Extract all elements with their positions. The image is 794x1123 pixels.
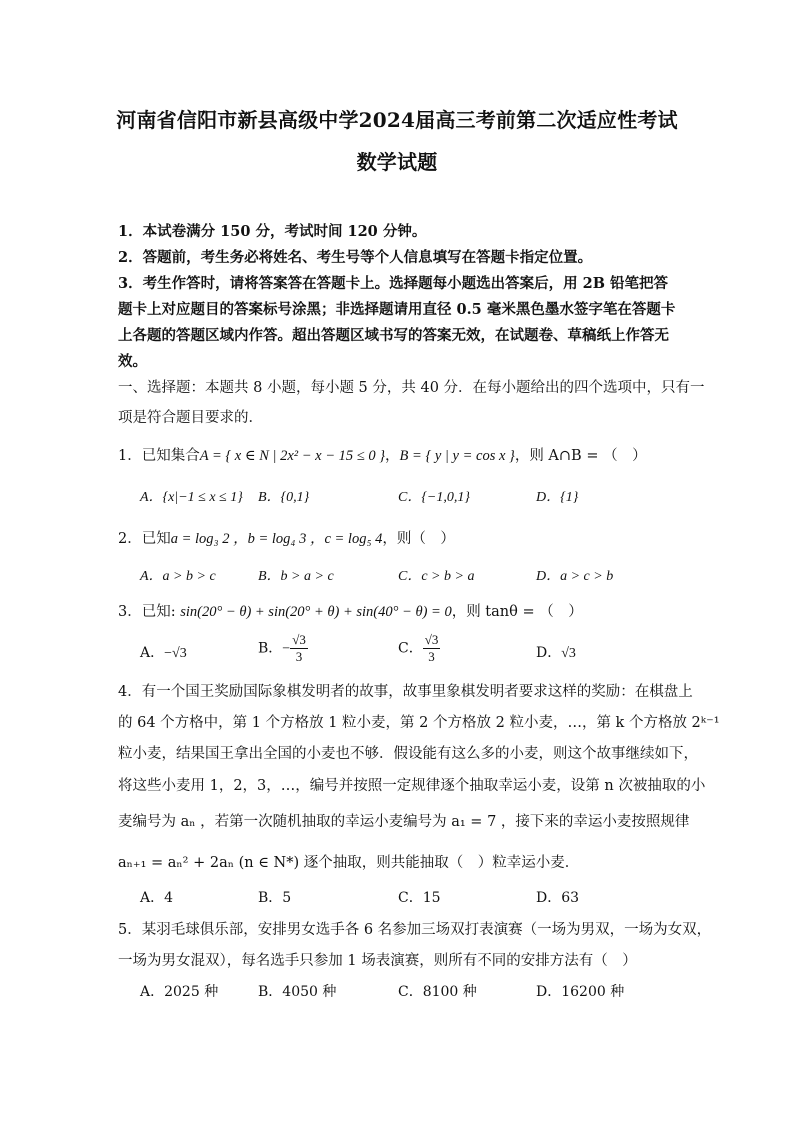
q5-option-c[interactable]: C．8100 种: [398, 984, 477, 1000]
q5-line-1: 5．某羽毛球俱乐部，安排男女选手各 6 名参加三场双打表演赛（一场为男双，一场为女双，: [118, 922, 712, 938]
q1-suffix: ，则 A∩B = （ ）: [514, 448, 647, 464]
q2-expr: a = log₃ 2 ，b = log₄ 3 ，c = log₅ 4: [170, 531, 383, 547]
q5-option-a[interactable]: A．2025 种: [140, 984, 219, 1000]
q3-prefix: 3．已知:: [118, 604, 176, 620]
q3-option-d-label: D．: [536, 645, 562, 661]
q1-option-b[interactable]: B．{0,1}: [258, 490, 310, 505]
q4-line-6: aₙ₊₁ = aₙ² + 2aₙ (n ∈ N*) 逐个抽取，则共能抽取（ ）粒幸运小麦．: [118, 855, 580, 871]
q1-set-a: A = { x ∈ N | 2x² − x − 15 ≤ 0 }: [199, 448, 386, 464]
q3-option-b-label: B．: [258, 640, 283, 657]
q3-option-c-fraction: [423, 632, 441, 665]
question-2: [118, 527, 683, 548]
q3-option-b-numerator: √3: [292, 632, 306, 647]
section-heading-line1: 一、选择题：本题共 8 小题，每小题 5 分，共 40 分．在每小题给出的四个选项中，只有一: [118, 380, 705, 396]
q1-option-a[interactable]: A．{x|−1 ≤ x ≤ 1}: [140, 490, 243, 505]
q2-option-a[interactable]: A．a > b > c: [140, 569, 216, 584]
notice-2: 2．答题前，考生务必将姓名、考生号等个人信息填写在答题卡指定位置。: [118, 249, 593, 266]
notice-1: 1．本试卷满分 150 分，考试时间 120 分钟。: [118, 223, 427, 240]
q5-line-2: 一场为男女混双），每名选手只参加 1 场表演赛，则所有不同的安排方法有（ ）: [118, 953, 637, 969]
q4-option-d[interactable]: D．63: [536, 890, 580, 906]
q4-line-5: 麦编号为 aₙ ，若第一次随机抽取的幸运小麦编号为 a₁ = 7 ，接下来的幸运小麦按照规律: [118, 814, 690, 830]
q4-line-2: 的 64 个方格中，第 1 个方格放 1 粒小麦，第 2 个方格放 2 粒小麦，…，第 k 个方格放 2ᵏ⁻¹: [118, 715, 720, 731]
q3-option-b-fraction: [290, 632, 308, 665]
q4-line-4: 将这些小麦用 1，2，3，…，编号并按照一定规律逐个抽取幸运小麦，设第 n 次被抽取的小: [118, 778, 706, 794]
q2-option-d[interactable]: D．a > c > b: [536, 569, 614, 584]
q4-option-b[interactable]: B．5: [258, 890, 292, 906]
exam-subtitle: 数学试题: [356, 150, 438, 174]
q2-prefix: 2．已知: [118, 531, 171, 547]
q3-option-b-denominator: 3: [295, 649, 303, 664]
q4-option-a[interactable]: A．4: [140, 890, 174, 906]
q3-option-d-value: √3: [561, 646, 576, 661]
q2-suffix: ，则（ ）: [382, 531, 455, 547]
q3-option-c-denominator: 3: [428, 649, 435, 664]
q3-option-b-sign: −: [282, 641, 291, 657]
q3-option-d[interactable]: [536, 642, 576, 662]
exam-title: 河南省信阳市新县高级中学2024届高三考前第二次适应性考试: [116, 108, 678, 132]
q2-option-b[interactable]: B．b > a > c: [258, 569, 334, 584]
q5-option-d[interactable]: D．16200 种: [536, 984, 625, 1000]
q1-prefix: 1．已知集合: [118, 448, 200, 464]
question-1: [118, 444, 683, 465]
q4-line-1: 4．有一个国王奖励国际象棋发明者的故事，故事里象棋发明者要求这样的奖励：在棋盘上: [118, 684, 693, 700]
q2-option-c[interactable]: C．c > b > a: [398, 569, 475, 584]
q3-option-a-value: −√3: [164, 646, 187, 661]
q3-option-c-numerator: √3: [424, 632, 439, 647]
q4-line-3: 粒小麦，结果国王拿出全国的小麦也不够．假设能有这么多的小麦，则这个故事继续如下，: [118, 746, 698, 762]
q1-option-d[interactable]: D．{1}: [536, 490, 579, 505]
section-heading-line2: 项是符合题目要求的．: [118, 410, 263, 426]
q3-option-b[interactable]: [258, 632, 308, 665]
q1-option-c[interactable]: C．{−1,0,1}: [398, 490, 470, 505]
q3-option-c-label: C．: [398, 640, 423, 657]
q1-sep: ，: [385, 448, 400, 464]
q3-expr: sin(20° − θ) + sin(20° + θ) + sin(40° − θ) = 0: [180, 604, 452, 620]
q4-option-c[interactable]: C．15: [398, 890, 441, 906]
q5-option-b[interactable]: B．4050 种: [258, 984, 337, 1000]
q1-set-b: B = { y | y = cos x }: [399, 448, 515, 464]
q3-option-a-label: A．: [140, 645, 165, 661]
q3-option-c[interactable]: [398, 632, 440, 665]
q3-option-a[interactable]: [140, 642, 187, 662]
question-3: [118, 600, 683, 621]
notice-3: 3．考生作答时，请将答案答在答题卡上。选择题每小题选出答案后，用 2B 铅笔把答题卡上对应题目的答案标号涂黑；非选择题请用直径 0.5 毫米黑色墨水签字笔在答题卡上各题的答题区域内作答。超出答题区域书写的答案无效，在试题卷、草稿纸上作答无效。: [118, 275, 676, 370]
q3-suffix: ，则 tanθ = （ ）: [451, 604, 583, 620]
